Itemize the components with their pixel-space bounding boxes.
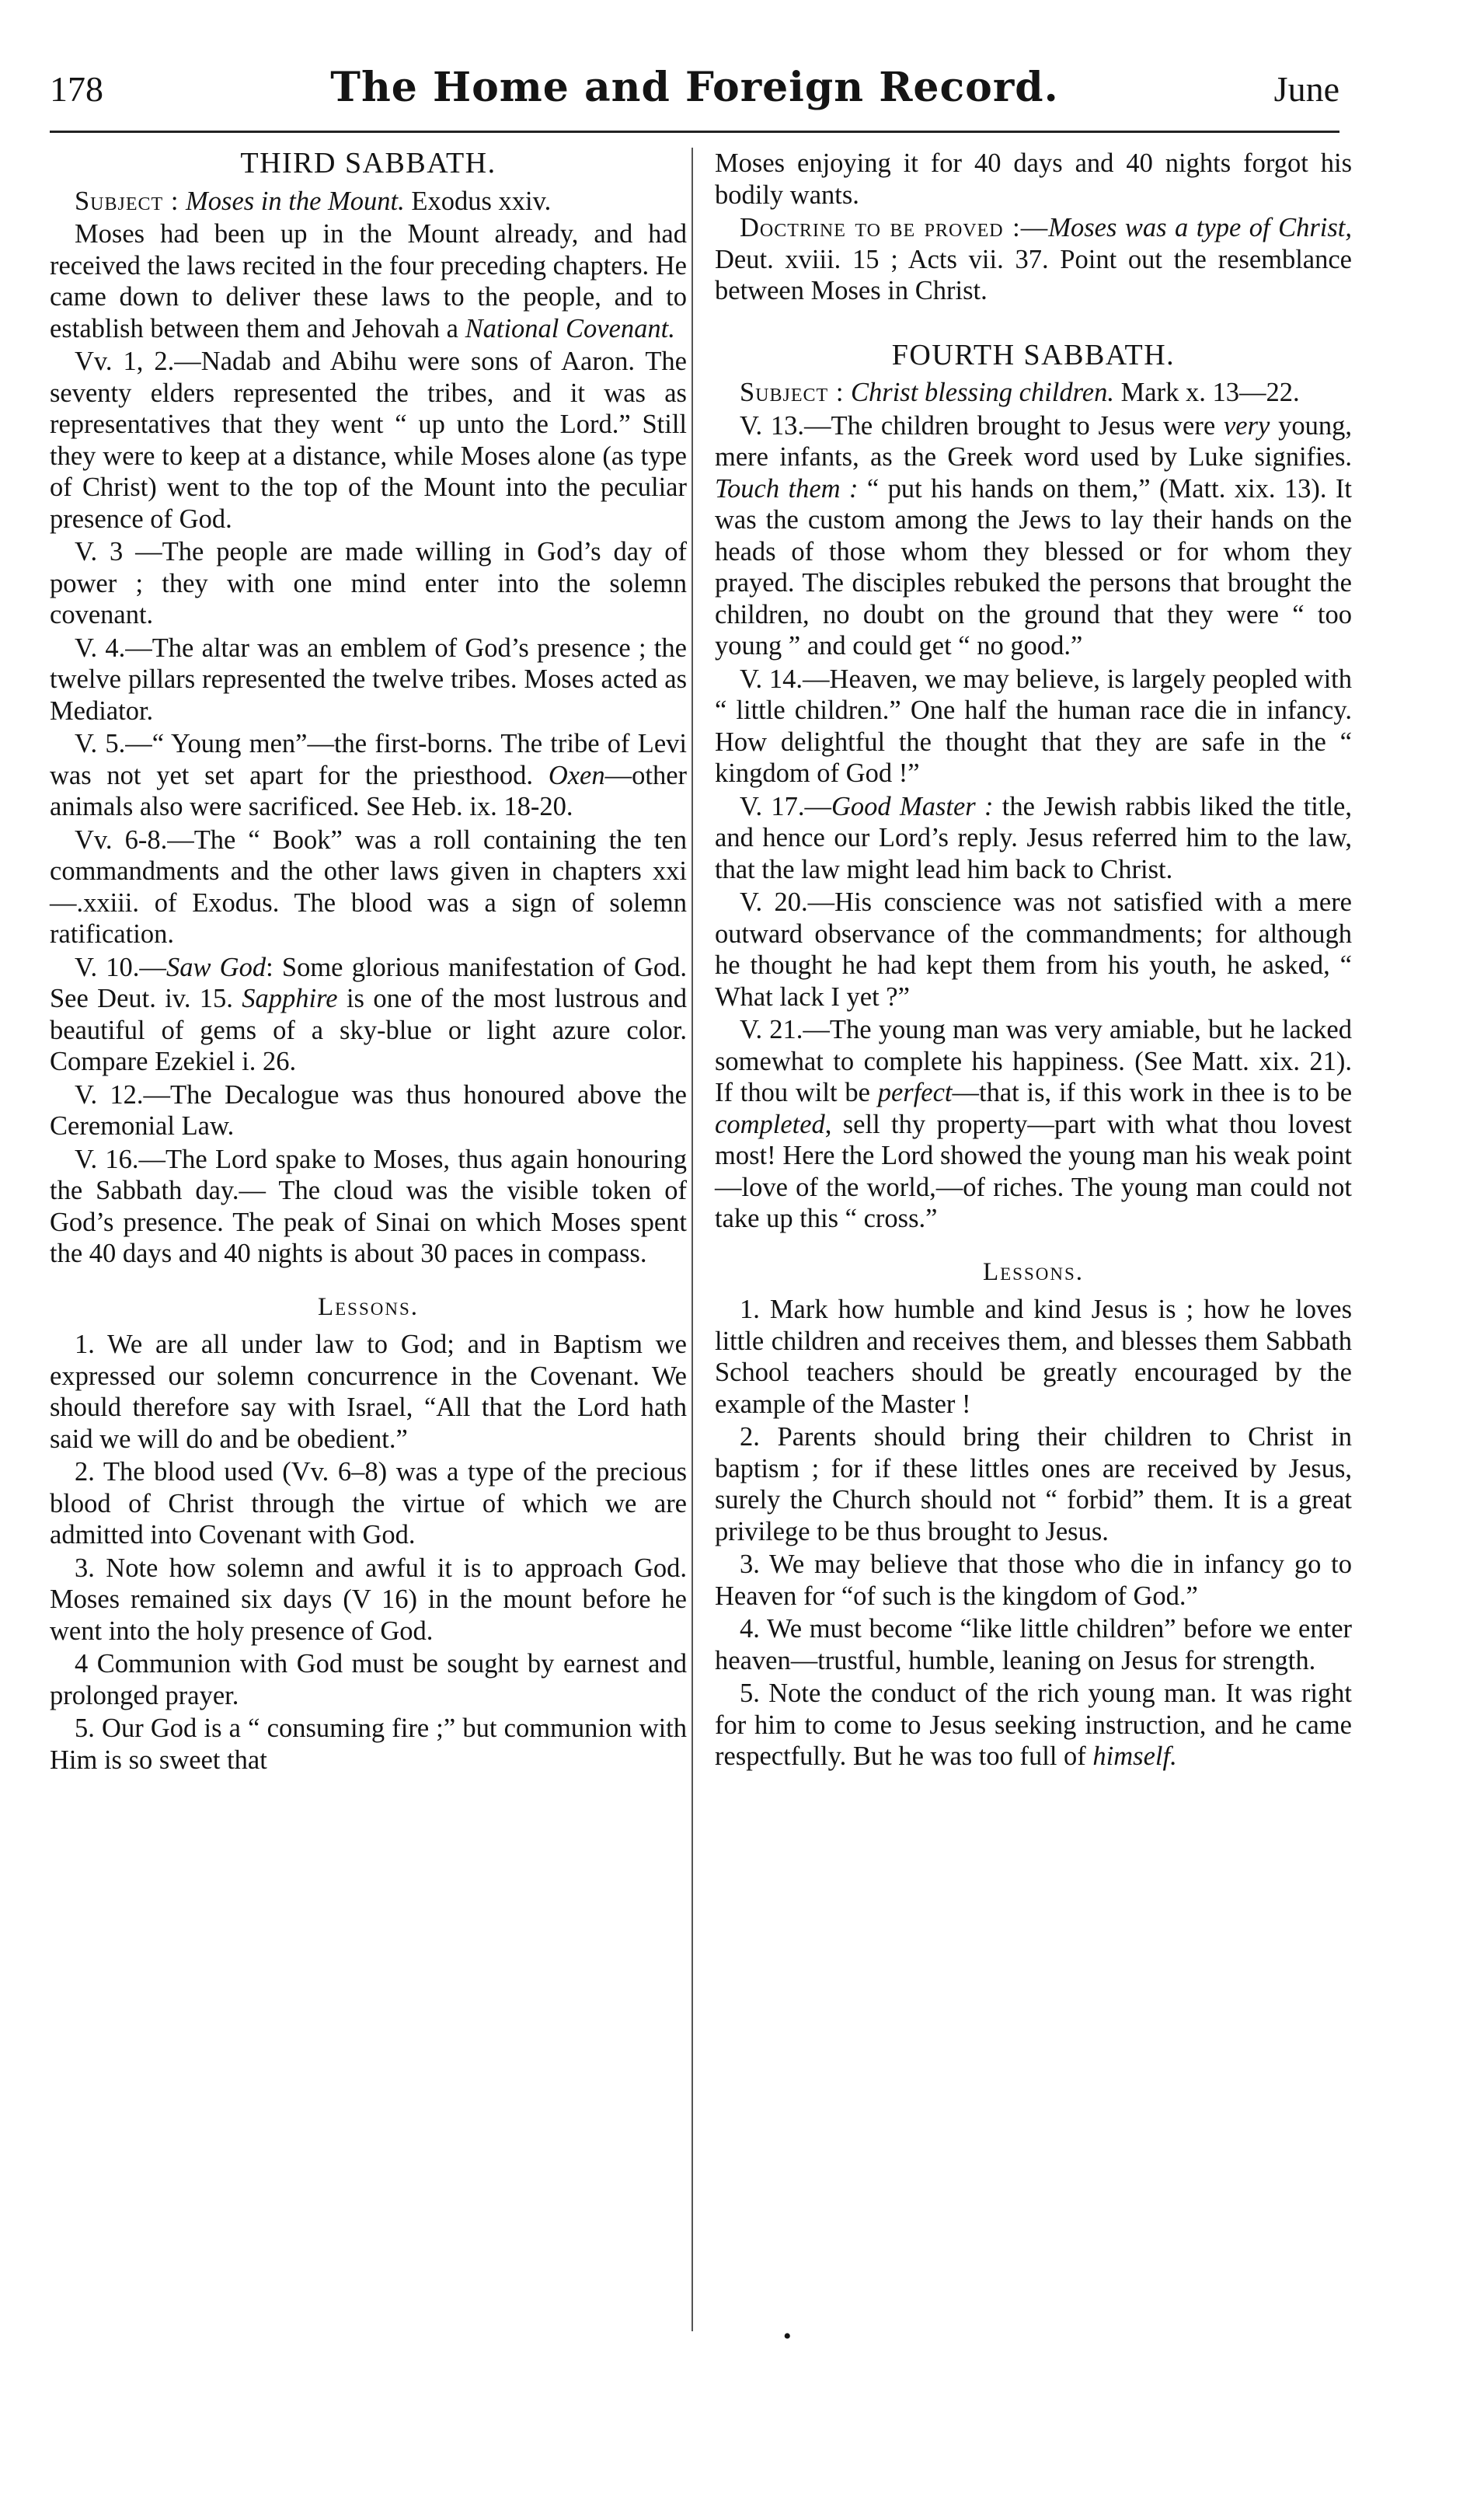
lesson-item: 5. Note the conduct of the rich young man. It was right for him to come to Jesus seeking instruction, and he came respectfully. But he was too full of himself. [715,1679,1352,1771]
lesson-item: 2. Parents should bring their children to Christ in baptism ; for if these littles ones are received by Jesus, surely the Church should not “ forbid” them. It is a great privilege to be thus brought to Jesus. [715,1422,1352,1546]
paragraph: Vv. 1, 2.—Nadab and Abihu were sons of Aaron. The seventy elders represented the tribes, and it was as representatives that they went “ up unto the Lord.” Still they were to keep at a distance, while Moses alone (as type of Christ) went to the top of the Mount into the peculiar presence of God. [50,347,687,534]
section-heading-fourth-sabbath: FOURTH SABBATH. [891,338,1176,371]
doctrine-paragraph: Doctrine to be proved :—Moses was a type of Christ, Deut. xviii. 15 ; Acts vii. 37. Point out the resemblance between Moses in Christ. [715,213,1352,305]
left-column [50,148,687,1777]
lessons-heading: Lessons. [317,1292,420,1321]
column-divider [691,148,693,2331]
subject-line [715,377,1352,409]
lesson-item: 4 Communion with God must be sought by earnest and prolonged prayer. [50,1649,687,1710]
subject-topic: Moses in the Mount. [186,186,405,216]
paragraph: Moses had been up in the Mount already, and had received the laws recited in the four preceding chapters. He came down to deliver these laws to the people, and to establish between them and Jehovah a National Covenant. [50,219,687,343]
running-title: The Home and Foreign Record. [330,64,1059,111]
paragraph: V. 21.—The young man was very amiable, but he lacked somewhat to complete his happiness. (See Matt. xix. 21). If thou wilt be perfect—that is, if this work in thee is to be completed, sell thy property—part with what thou lovest most! Here the Lord showed the young man his weak point—love of the world,—of riches. The young man could not take up this “ cross.” [715,1015,1353,1233]
subject-label: Subject : [740,378,845,407]
lesson-item: 4. We must become “like little children” before we enter heaven—trustful, humble, leaning on Jesus for strength. [715,1614,1352,1675]
lesson-item: 1. We are all under law to God; and in Baptism we expressed our solemn concurrence in the Covenant. We should therefore say with Israel, “All that the Lord hath said we will do and be obedient.” [50,1330,687,1454]
lessons-heading: Lessons. [982,1257,1085,1286]
paragraph: V. 14.—Heaven, we may believe, is largely peopled with “ little children.” One half the human race die in infancy. How delightful the thought that they are safe in the “ kingdom of God !” [715,664,1352,788]
lesson-item: 1. Mark how humble and kind Jesus is ; how he loves little children and receives them, and blesses them Sabbath School teachers should be greatly encouraged by the example of the Master ! [715,1295,1352,1419]
paragraph: V. 16.—The Lord spake to Moses, thus again honouring the Sabbath day.— The cloud was the visible token of God’s presence. The peak of Sinai on which Moses spent the 40 days and 40 nights is about 30 paces in compass. [50,1144,687,1268]
paragraph: V. 5.—“ Young men”—the first-borns. The tribe of Levi was not yet set apart for the priesthood. Oxen—other animals also were sacrificed. See Heb. ix. 18-20. [50,729,687,821]
paragraph: V. 17.—Good Master : the Jewish rabbis liked the title, and hence our Lord’s reply. Jesus referred him to the law, that the law might lead him back to Christ. [715,791,1352,884]
paragraph: V. 20.—His conscience was not satisfied with a mere outward observance of the commandments; for although he thought he had kept them from his youth, he asked, “ What lack I yet ?” [715,887,1352,1012]
lesson-item: 5. Our God is a “ consuming fire ;” but communion with Him is so sweet that [50,1713,687,1775]
subject-reference: Exodus xxiv. [411,186,552,216]
paragraph: V. 3 —The people are made willing in God’s day of power ; they with one mind enter into the solemn covenant. [50,537,687,629]
paragraph: V. 10.—Saw God: Some glorious manifestation of God. See Deut. iv. 15. Sapphire is one of the most lustrous and beautiful of gems of a sky-blue or light azure color. Compare Ezekiel i. 26. [50,952,687,1076]
subject-reference: Mark x. 13—22. [1120,378,1300,407]
paragraph: V. 12.—The Decalogue was thus honoured above the Ceremonial Law. [50,1079,687,1141]
lesson-item: 3. Note how solemn and awful it is to approach God. Moses remained six days (V 16) in the mount before he went into the holy presence of God. [50,1553,687,1646]
paragraph: V. 4.—The altar was an emblem of God’s presence ; the twelve pillars represented the twelve tribes. Moses acted as Mediator. [50,633,687,726]
doctrine-label: Doctrine to be proved :— [740,213,1049,242]
section-heading-third-sabbath: THIRD SABBATH. [240,147,496,180]
subject-line [50,186,687,218]
lesson-item: 2. The blood used (Vv. 6–8) was a type of the precious blood of Christ through the virtue of which we are admitted into Covenant with God. [50,1457,687,1550]
lesson-item: 3. We may believe that those who die in infancy go to Heaven for “of such is the kingdom of God.” [715,1550,1352,1611]
subject-topic: Christ blessing children. [851,378,1114,407]
subject-label: Subject : [75,186,179,216]
page-number: 178 [50,69,103,109]
page-header [50,64,1339,133]
paragraph: Vv. 6-8.—The “ Book” was a roll containing the ten commandments and the other laws given in chapters xxi—.xxiii. of Exodus. The blood was a sign of solemn ratification. [50,824,687,949]
paragraph-continued: Moses enjoying it for 40 days and 40 nights forgot his bodily wants. [715,148,1352,210]
issue-month: June [1273,69,1339,109]
right-column [715,148,1352,1774]
paragraph: V. 13.—The children brought to Jesus were very young, mere infants, as the Greek word used by Luke signifies. Touch them : “ put his hands on them,” (Matt. xix. 13). It was the custom among the Jews to lay their hands on the heads of those whom they blessed or for whom they prayed. The disciples rebuked the persons that brought the children, no doubt on the ground that they were “ too young ” and could get “ no good.” [715,410,1353,661]
printer-mark: • [783,2323,792,2349]
